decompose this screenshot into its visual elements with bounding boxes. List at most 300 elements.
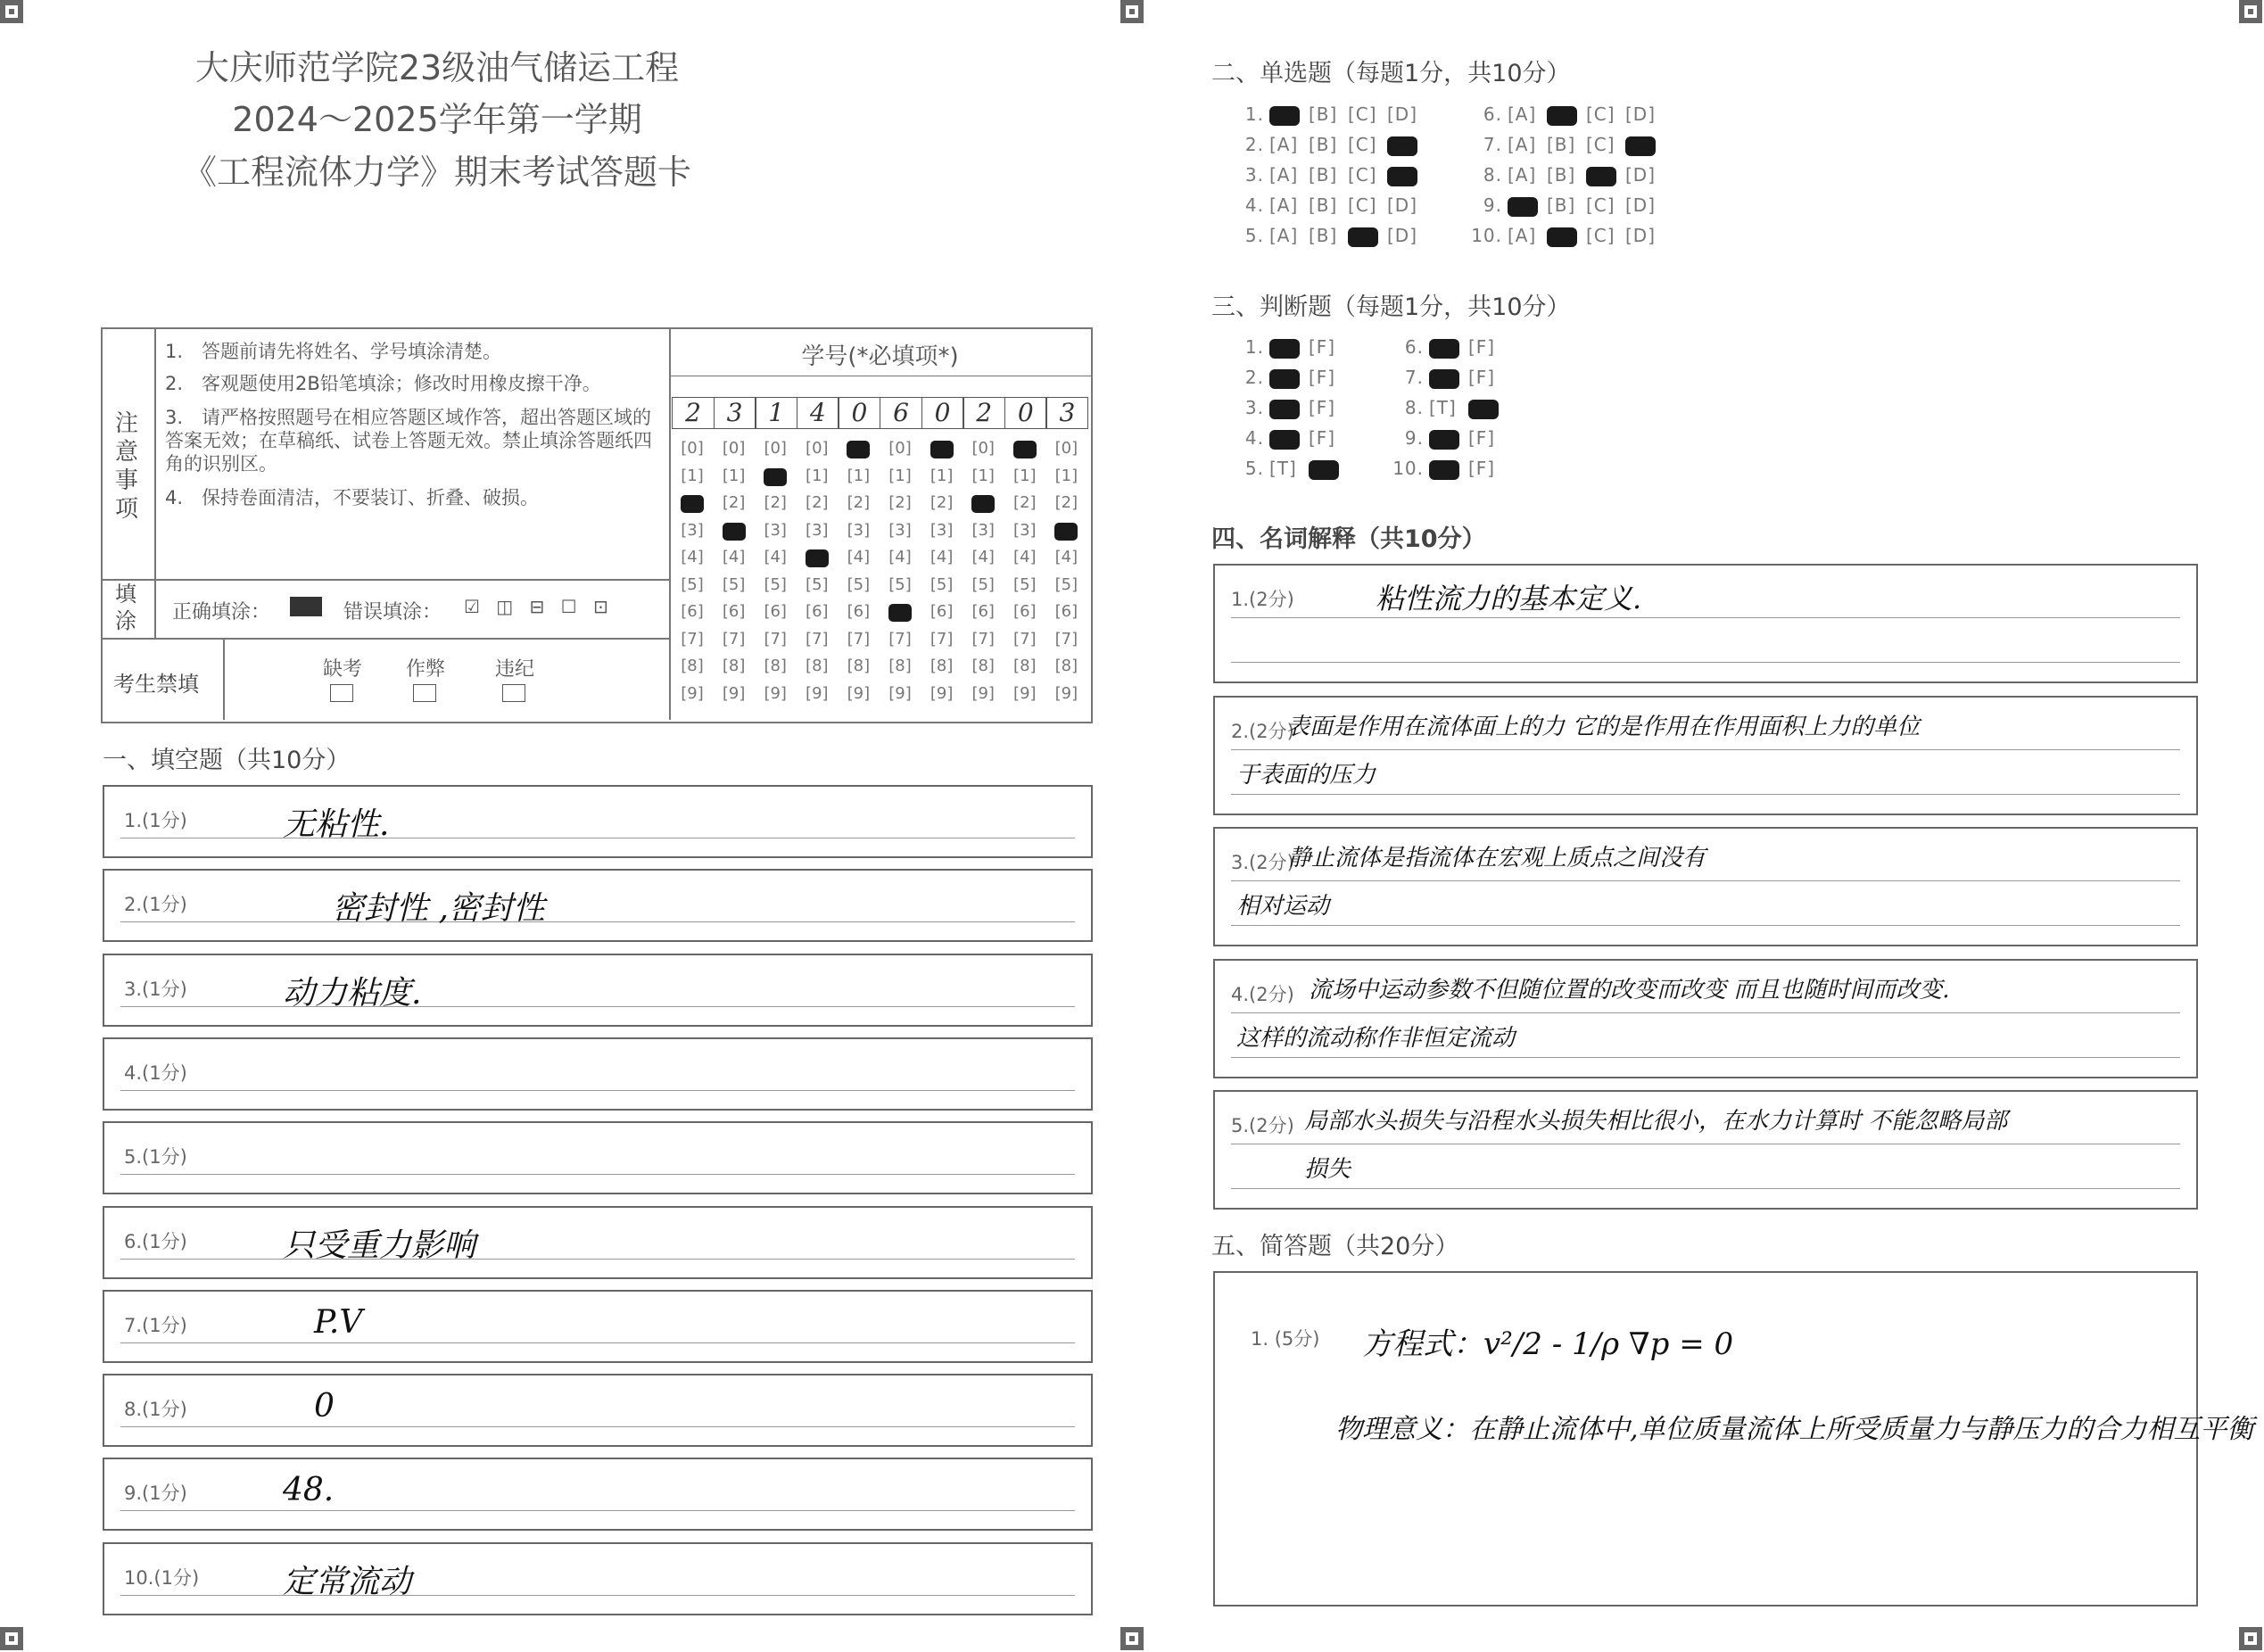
id-bubble[interactable]: [6] bbox=[971, 602, 995, 621]
choice-option[interactable] bbox=[1429, 458, 1468, 480]
question-label: 7.(1分) bbox=[124, 1314, 187, 1336]
filled-mark bbox=[1429, 430, 1459, 450]
corner-mark bbox=[1120, 1627, 1144, 1650]
id-bubble[interactable]: [1] bbox=[1013, 466, 1037, 485]
id-bubble[interactable]: [1] bbox=[722, 466, 746, 485]
choice-row bbox=[1463, 164, 1665, 186]
handwritten-answer: 密封性 ,密封性 bbox=[332, 890, 545, 928]
answer-line bbox=[1231, 1012, 2180, 1013]
id-bubble[interactable]: [6] bbox=[1013, 602, 1037, 621]
student-id-digit: 0 bbox=[1004, 397, 1047, 429]
choice-option[interactable]: [A] bbox=[1508, 225, 1537, 246]
id-bubble[interactable]: [9] bbox=[888, 683, 912, 703]
question-label: 3.(2分) bbox=[1231, 852, 1294, 873]
correct-fill-example bbox=[290, 597, 322, 616]
id-bubble[interactable] bbox=[1004, 439, 1045, 458]
filled-mark bbox=[1625, 136, 1656, 156]
id-bubble[interactable]: [0] bbox=[806, 439, 829, 458]
id-bubble[interactable]: [6] bbox=[681, 602, 704, 621]
id-bubble[interactable] bbox=[880, 602, 921, 621]
choice-option[interactable]: [A] bbox=[1269, 164, 1299, 186]
id-bubble[interactable]: [3] bbox=[681, 520, 704, 540]
answer-line bbox=[1231, 794, 2180, 795]
choice-option[interactable]: [D] bbox=[1387, 225, 1418, 246]
choice-option[interactable]: [A] bbox=[1508, 164, 1537, 186]
choice-option[interactable]: [B] bbox=[1309, 134, 1338, 155]
filled-mark bbox=[1429, 339, 1459, 359]
choice-option[interactable] bbox=[1429, 367, 1468, 389]
choice-option[interactable]: [C] bbox=[1586, 225, 1615, 246]
choice-option[interactable] bbox=[1269, 336, 1309, 359]
id-bubble[interactable]: [4] bbox=[722, 548, 746, 566]
note-item: 4. 保持卷面清洁，不要装订、折叠、破损。 bbox=[165, 487, 540, 508]
id-bubble[interactable]: [2] bbox=[930, 493, 954, 512]
question-number: 9. bbox=[1404, 427, 1424, 449]
id-bubble[interactable]: [2] bbox=[888, 493, 912, 512]
corner-mark bbox=[0, 1627, 23, 1650]
choice-option[interactable] bbox=[1269, 397, 1309, 419]
id-bubble[interactable]: [9] bbox=[722, 683, 746, 703]
filled-mark bbox=[1547, 227, 1577, 247]
choice-option[interactable]: [A] bbox=[1508, 103, 1537, 125]
choice-row bbox=[1463, 194, 1665, 217]
id-bubble[interactable]: [4] bbox=[1054, 548, 1078, 566]
id-bubble[interactable]: [5] bbox=[722, 574, 746, 594]
id-bubble[interactable]: [0] bbox=[681, 439, 704, 458]
choice-option[interactable] bbox=[1625, 134, 1665, 156]
choice-option[interactable] bbox=[1387, 164, 1426, 186]
correct-fill-label: 正确填涂： bbox=[172, 601, 271, 624]
id-bubble[interactable]: [2] bbox=[806, 493, 829, 512]
id-bubble[interactable]: [0] bbox=[1054, 439, 1078, 458]
filled-mark bbox=[1429, 460, 1459, 480]
filled-mark bbox=[1269, 430, 1300, 450]
student-id-digit: 3 bbox=[714, 397, 756, 429]
violation-label: 违纪 bbox=[495, 658, 535, 681]
wrong-fill-label: 错误填涂： bbox=[343, 601, 442, 624]
choice-option[interactable]: [T] bbox=[1269, 458, 1297, 479]
handwritten-answer-line2: 相对运动 bbox=[1236, 893, 1330, 920]
id-bubble[interactable]: [5] bbox=[930, 574, 954, 594]
id-bubble[interactable]: [8] bbox=[888, 657, 912, 675]
id-bubble[interactable]: [5] bbox=[806, 574, 829, 594]
id-bubble[interactable]: [1] bbox=[1054, 466, 1078, 485]
choice-option[interactable]: [B] bbox=[1547, 164, 1576, 186]
question-number: 5. bbox=[1244, 225, 1264, 246]
choice-row bbox=[1384, 367, 1508, 389]
id-bubble[interactable]: [4] bbox=[764, 548, 787, 566]
choice-row bbox=[1463, 134, 1665, 156]
id-bubble[interactable] bbox=[714, 521, 755, 540]
choice-option[interactable] bbox=[1547, 103, 1586, 126]
answer-line bbox=[1231, 1188, 2180, 1189]
id-bubble[interactable]: [2] bbox=[1054, 493, 1078, 512]
fill-blank-box[interactable] bbox=[103, 1037, 1093, 1111]
id-bubble[interactable]: [1] bbox=[806, 466, 829, 485]
choice-row bbox=[1225, 458, 1348, 480]
choice-option[interactable] bbox=[1429, 427, 1468, 450]
choice-option[interactable]: [B] bbox=[1309, 164, 1338, 186]
filled-mark bbox=[1269, 339, 1300, 359]
choice-option[interactable] bbox=[1269, 103, 1309, 126]
id-bubble[interactable] bbox=[838, 439, 879, 458]
choice-option[interactable]: [F] bbox=[1468, 458, 1496, 479]
question-label: 5.(2分) bbox=[1231, 1115, 1294, 1136]
cheat-checkbox[interactable] bbox=[413, 684, 436, 702]
id-bubble[interactable]: [5] bbox=[888, 574, 912, 594]
choice-row bbox=[1463, 225, 1665, 247]
student-id-digit: 1 bbox=[755, 397, 797, 429]
choice-row bbox=[1225, 134, 1426, 156]
question-number: 7. bbox=[1483, 134, 1502, 155]
choice-option[interactable]: [F] bbox=[1309, 336, 1336, 358]
choice-row bbox=[1225, 164, 1426, 186]
id-bubble[interactable]: [9] bbox=[930, 683, 954, 703]
question-number: 1. bbox=[1244, 103, 1264, 125]
id-bubble[interactable]: [0] bbox=[764, 439, 787, 458]
note-item: 3. 请严格按照题号在相应答题区域作答，超出答题区域的答案无效；在草稿纸、试卷上答题无效。禁止填涂答题纸四角的识别区。 bbox=[165, 407, 652, 475]
choice-row bbox=[1384, 458, 1508, 480]
id-bubble[interactable]: [6] bbox=[930, 602, 954, 621]
choice-option[interactable] bbox=[1468, 397, 1508, 419]
filled-mark bbox=[1387, 136, 1417, 156]
definition-box[interactable] bbox=[1213, 564, 2198, 683]
fill-blank-box[interactable] bbox=[103, 1458, 1093, 1531]
handwritten-answer: 静止流体是指流体在宏观上质点之间没有 bbox=[1288, 845, 1706, 871]
choice-option[interactable] bbox=[1348, 225, 1387, 247]
id-bubble[interactable]: [5] bbox=[1013, 574, 1037, 594]
id-bubble[interactable]: [9] bbox=[1013, 683, 1037, 703]
definition-box[interactable] bbox=[1213, 959, 2198, 1078]
id-bubble[interactable]: [4] bbox=[847, 548, 871, 566]
choice-option[interactable]: [D] bbox=[1387, 194, 1418, 216]
student-id-digit: 0 bbox=[838, 397, 880, 429]
section3-title: 三、判断题（每题1分，共10分） bbox=[1211, 293, 1571, 321]
choice-option[interactable]: [A] bbox=[1269, 134, 1299, 155]
question-number: 2. bbox=[1244, 134, 1264, 155]
choice-option[interactable]: [B] bbox=[1309, 225, 1338, 246]
choice-row bbox=[1225, 427, 1348, 450]
id-bubble[interactable] bbox=[672, 493, 713, 512]
choice-option[interactable]: [F] bbox=[1309, 427, 1336, 449]
answer-line bbox=[120, 1090, 1075, 1091]
choice-option[interactable]: [D] bbox=[1625, 225, 1657, 246]
id-bubble[interactable]: [0] bbox=[722, 439, 746, 458]
id-bubble[interactable]: [6] bbox=[764, 602, 787, 621]
choice-option[interactable]: [C] bbox=[1348, 103, 1377, 125]
sheet-title-line1: 大庆师范学院23级油气储运工程 bbox=[194, 48, 680, 87]
id-bubble[interactable]: [6] bbox=[722, 602, 746, 621]
handwritten-answer: 无粘性. bbox=[283, 806, 390, 843]
section5-q1-label: 1. (5分) bbox=[1251, 1328, 1320, 1350]
question-number: 7. bbox=[1404, 367, 1424, 388]
question-number: 9. bbox=[1483, 194, 1502, 216]
id-bubble[interactable]: [4] bbox=[930, 548, 954, 566]
choice-row bbox=[1225, 367, 1348, 389]
definition-box[interactable] bbox=[1213, 827, 2198, 946]
violation-checkbox[interactable] bbox=[502, 684, 525, 702]
choice-option[interactable] bbox=[1269, 427, 1309, 450]
handwritten-answer: 定常流动 bbox=[283, 1563, 412, 1600]
choice-row bbox=[1225, 103, 1426, 126]
choice-option[interactable]: [C] bbox=[1348, 134, 1377, 155]
answer-line bbox=[120, 1174, 1075, 1175]
id-bubble[interactable]: [4] bbox=[1013, 548, 1037, 566]
absent-checkbox[interactable] bbox=[330, 684, 353, 702]
id-bubble[interactable] bbox=[1045, 521, 1087, 540]
definition-box[interactable] bbox=[1213, 1090, 2198, 1210]
id-bubble[interactable]: [6] bbox=[806, 602, 829, 621]
id-bubble[interactable]: [5] bbox=[1054, 574, 1078, 594]
question-label: 9.(1分) bbox=[124, 1483, 187, 1505]
id-bubble[interactable]: [5] bbox=[971, 574, 995, 594]
section4-title: 四、名词解释（共10分） bbox=[1211, 525, 1486, 553]
answer-line bbox=[120, 1342, 1075, 1343]
id-bubble[interactable]: [9] bbox=[1054, 683, 1078, 703]
answer-line bbox=[1231, 925, 2180, 926]
choice-option[interactable] bbox=[1508, 194, 1547, 217]
choice-option[interactable]: [D] bbox=[1625, 103, 1657, 125]
handwritten-answer: P.V bbox=[314, 1303, 363, 1341]
choice-option[interactable]: [D] bbox=[1387, 103, 1418, 125]
notes-side-label: 注意事项 bbox=[103, 329, 156, 579]
id-bubble[interactable]: [8] bbox=[764, 657, 787, 675]
corner-mark bbox=[2239, 1627, 2262, 1650]
id-bubble[interactable]: [1] bbox=[930, 466, 954, 485]
notes-list bbox=[165, 340, 665, 509]
id-bubble[interactable]: [8] bbox=[930, 657, 954, 675]
choice-option[interactable]: [B] bbox=[1547, 134, 1576, 155]
id-bubble[interactable]: [0] bbox=[971, 439, 995, 458]
question-number: 6. bbox=[1483, 103, 1502, 125]
id-bubble[interactable]: [7] bbox=[1054, 629, 1078, 648]
section2-title: 二、单选题（每题1分，共10分） bbox=[1211, 60, 1571, 87]
answer-line bbox=[120, 1426, 1075, 1427]
id-bubble[interactable]: [6] bbox=[847, 602, 871, 621]
id-bubble[interactable]: [7] bbox=[847, 629, 871, 648]
id-bubble[interactable]: [4] bbox=[971, 548, 995, 566]
id-bubble[interactable]: [3] bbox=[1013, 520, 1037, 540]
absent-label: 缺考 bbox=[323, 658, 363, 681]
answer-line bbox=[1231, 880, 2180, 881]
id-bubble[interactable]: [3] bbox=[888, 520, 912, 540]
choice-option[interactable]: [A] bbox=[1269, 225, 1299, 246]
id-bubble[interactable]: [8] bbox=[847, 657, 871, 675]
id-bubble[interactable]: [3] bbox=[971, 520, 995, 540]
cheat-label: 作弊 bbox=[406, 658, 446, 681]
id-bubble[interactable]: [1] bbox=[888, 466, 912, 485]
fill-blank-box[interactable] bbox=[103, 1290, 1093, 1363]
choice-option[interactable]: [A] bbox=[1269, 194, 1299, 216]
section1-title: 一、填空题（共10分） bbox=[103, 747, 351, 774]
answer-line bbox=[120, 1595, 1075, 1596]
id-bubble[interactable] bbox=[921, 439, 963, 458]
id-bubble[interactable]: [9] bbox=[764, 683, 787, 703]
fill-blank-box[interactable] bbox=[103, 954, 1093, 1027]
id-bubble[interactable]: [0] bbox=[888, 439, 912, 458]
question-number: 10. bbox=[1392, 458, 1424, 479]
fill-blank-box[interactable] bbox=[103, 1121, 1093, 1194]
choice-option[interactable]: [B] bbox=[1309, 194, 1338, 216]
filled-mark bbox=[1468, 400, 1499, 419]
id-bubble[interactable]: [9] bbox=[806, 683, 829, 703]
choice-row bbox=[1463, 103, 1665, 126]
handwritten-answer: 流场中运动参数不但随位置的改变而改变 而且也随时间而改变. bbox=[1309, 976, 1950, 1004]
answer-line bbox=[1231, 617, 2180, 618]
question-number: 5. bbox=[1244, 458, 1264, 479]
id-bubble[interactable]: [2] bbox=[847, 493, 871, 512]
id-bubble[interactable]: [1] bbox=[847, 466, 871, 485]
handwritten-answer: 动力粘度. bbox=[283, 974, 422, 1012]
fill-label: 填涂 bbox=[115, 582, 136, 633]
id-bubble[interactable] bbox=[797, 548, 838, 566]
handwritten-answer: 粘性流力的基本定义. bbox=[1376, 582, 1642, 615]
filled-mark bbox=[1269, 106, 1300, 126]
question-number: 8. bbox=[1404, 397, 1424, 418]
answer-line bbox=[120, 1510, 1075, 1511]
id-bubble[interactable] bbox=[755, 467, 796, 485]
choice-option[interactable] bbox=[1586, 164, 1625, 186]
choice-option[interactable]: [F] bbox=[1468, 336, 1496, 358]
question-number: 4. bbox=[1244, 194, 1264, 216]
fill-blank-box[interactable] bbox=[103, 1542, 1093, 1615]
choice-option[interactable]: [F] bbox=[1468, 367, 1496, 388]
question-label: 6.(1分) bbox=[124, 1230, 187, 1252]
fill-blank-box[interactable] bbox=[103, 785, 1093, 858]
id-bubble[interactable]: [8] bbox=[681, 657, 704, 675]
question-number: 10. bbox=[1471, 225, 1502, 246]
choice-row bbox=[1225, 194, 1426, 216]
choice-option[interactable]: [F] bbox=[1309, 367, 1336, 388]
id-bubble[interactable]: [2] bbox=[764, 493, 787, 512]
id-bubble[interactable]: [2] bbox=[1013, 493, 1037, 512]
filled-mark bbox=[1269, 400, 1300, 419]
id-bubble[interactable]: [1] bbox=[971, 466, 995, 485]
choice-row bbox=[1384, 397, 1508, 419]
choice-option[interactable]: [B] bbox=[1309, 103, 1338, 125]
id-bubble[interactable]: [8] bbox=[1054, 657, 1078, 675]
note-item: 2. 客观题使用2B铅笔填涂；修改时用橡皮擦干净。 bbox=[165, 373, 601, 394]
choice-row bbox=[1225, 397, 1348, 419]
id-bubble[interactable]: [7] bbox=[764, 629, 787, 648]
question-number: 1. bbox=[1244, 336, 1264, 358]
answer-line bbox=[120, 1259, 1075, 1260]
id-bubble[interactable]: [7] bbox=[806, 629, 829, 648]
choice-row bbox=[1384, 336, 1508, 359]
id-bubble[interactable] bbox=[963, 493, 1004, 512]
corner-mark bbox=[1120, 0, 1144, 23]
id-bubble[interactable]: [8] bbox=[722, 657, 746, 675]
question-label: 4.(1分) bbox=[124, 1061, 187, 1084]
id-bubble[interactable]: [4] bbox=[681, 548, 704, 566]
id-bubble[interactable]: [6] bbox=[1054, 602, 1078, 621]
choice-option[interactable]: [T] bbox=[1429, 397, 1457, 418]
corner-mark bbox=[2239, 0, 2262, 23]
id-bubble[interactable]: [1] bbox=[681, 466, 704, 485]
answer-line bbox=[120, 1006, 1075, 1007]
filled-mark bbox=[1269, 369, 1300, 389]
filled-mark bbox=[1429, 369, 1459, 389]
question-label: 1.(2分) bbox=[1231, 589, 1294, 610]
student-id-digit: 6 bbox=[880, 397, 922, 429]
id-bubble[interactable]: [9] bbox=[847, 683, 871, 703]
choice-option[interactable]: [B] bbox=[1547, 194, 1576, 216]
answer-line bbox=[120, 921, 1075, 922]
wrong-fill-examples: ☑ ◫ ⊟ ☐ ⊡ bbox=[464, 596, 614, 617]
answer-line bbox=[1231, 749, 2180, 750]
choice-option[interactable]: [C] bbox=[1348, 194, 1377, 216]
id-bubble[interactable]: [8] bbox=[1013, 657, 1037, 675]
handwritten-answer-line2: 于表面的压力 bbox=[1236, 761, 1376, 789]
id-bubble[interactable]: [5] bbox=[764, 574, 787, 594]
student-id-digit: 0 bbox=[921, 397, 964, 429]
choice-option[interactable] bbox=[1269, 367, 1309, 389]
filled-mark bbox=[1348, 227, 1378, 247]
id-bubble[interactable]: [7] bbox=[681, 629, 704, 648]
student-id-title: 学号(*必填项*) bbox=[801, 343, 959, 370]
filled-mark bbox=[1309, 460, 1339, 480]
id-bubble[interactable]: [5] bbox=[847, 574, 871, 594]
id-bubble[interactable]: [9] bbox=[971, 683, 995, 703]
handwritten-answer-line2: 损失 bbox=[1304, 1156, 1351, 1183]
choice-option[interactable]: [A] bbox=[1508, 134, 1537, 155]
id-bubble[interactable]: [3] bbox=[764, 520, 787, 540]
choice-option[interactable]: [C] bbox=[1586, 194, 1615, 216]
choice-option[interactable]: [F] bbox=[1468, 427, 1496, 449]
choice-option[interactable]: [F] bbox=[1309, 397, 1336, 418]
section5-title: 五、简答题（共20分） bbox=[1211, 1233, 1459, 1260]
handwritten-answer: 48. bbox=[283, 1472, 335, 1509]
question-number: 8. bbox=[1483, 164, 1502, 186]
handwritten-answer-line2: 这样的流动称作非恒定流动 bbox=[1236, 1024, 1516, 1052]
answer-line bbox=[1231, 1057, 2180, 1058]
section5-q1-answer: 方程式：v²/2 - 1/ρ ∇p = 0 bbox=[1362, 1326, 1734, 1362]
id-bubble[interactable]: [4] bbox=[888, 548, 912, 566]
choice-option[interactable]: [D] bbox=[1625, 194, 1657, 216]
choice-option[interactable] bbox=[1309, 458, 1348, 480]
id-bubble[interactable]: [5] bbox=[681, 574, 704, 594]
id-bubble[interactable]: [3] bbox=[847, 520, 871, 540]
id-bubble[interactable]: [9] bbox=[681, 683, 704, 703]
id-bubble[interactable]: [7] bbox=[888, 629, 912, 648]
fill-blank-box[interactable] bbox=[103, 1206, 1093, 1279]
choice-option[interactable]: [C] bbox=[1586, 103, 1615, 125]
fill-blank-box[interactable] bbox=[103, 869, 1093, 942]
id-bubble[interactable]: [8] bbox=[971, 657, 995, 675]
id-bubble[interactable]: [7] bbox=[722, 629, 746, 648]
id-bubble[interactable]: [8] bbox=[806, 657, 829, 675]
choice-option[interactable] bbox=[1387, 134, 1426, 156]
id-bubble[interactable]: [7] bbox=[971, 629, 995, 648]
choice-row bbox=[1225, 336, 1348, 359]
definition-box[interactable] bbox=[1213, 696, 2198, 815]
question-number: 4. bbox=[1244, 427, 1264, 449]
choice-option[interactable] bbox=[1429, 336, 1468, 359]
exam-only-label: 考生禁填 bbox=[113, 672, 199, 697]
id-bubble[interactable]: [7] bbox=[930, 629, 954, 648]
choice-option[interactable]: [D] bbox=[1625, 164, 1657, 186]
id-bubble[interactable]: [7] bbox=[1013, 629, 1037, 648]
question-label: 2.(2分) bbox=[1231, 720, 1294, 742]
id-bubble[interactable]: [3] bbox=[806, 520, 829, 540]
fill-blank-box[interactable] bbox=[103, 1374, 1093, 1447]
choice-option[interactable]: [C] bbox=[1348, 164, 1377, 186]
choice-option[interactable]: [C] bbox=[1586, 134, 1615, 155]
id-bubble[interactable]: [2] bbox=[722, 493, 746, 512]
question-number: 3. bbox=[1244, 397, 1264, 418]
choice-option[interactable] bbox=[1547, 225, 1586, 247]
id-bubble[interactable]: [3] bbox=[930, 520, 954, 540]
